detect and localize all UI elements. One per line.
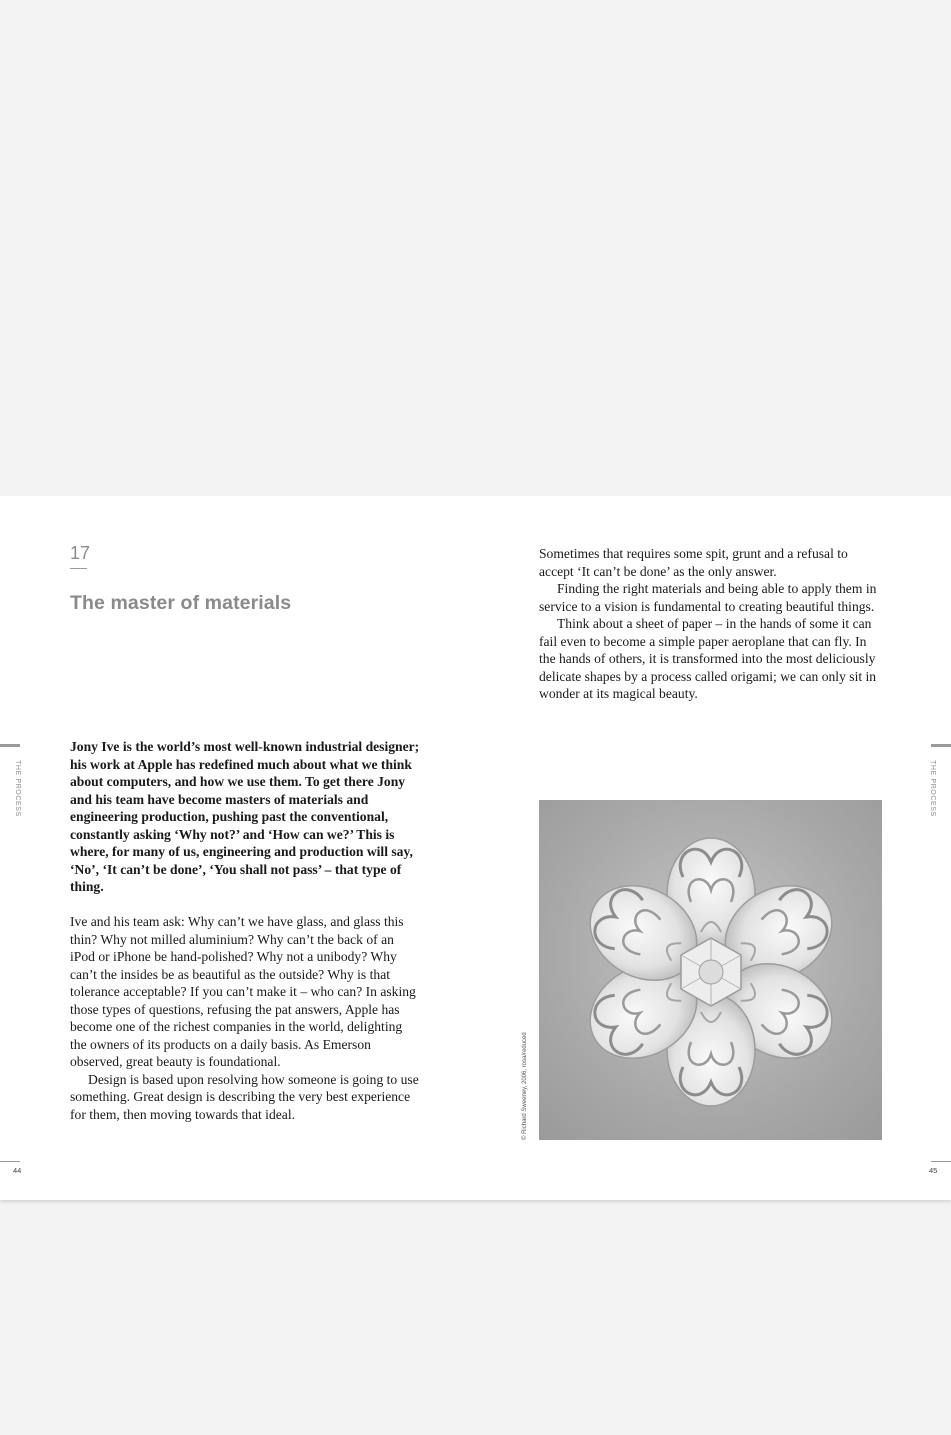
intro-text: Jony Ive is the world’s most well-known industrial designer; his work at Apple has redefined much about what we think about computers, and how we use them. To get there Jony and his team have become masters of materials and engineering production, pushing past the conventional, constantly asking ‘Why not?’ and ‘How can we?’ This is where, for many of us, engineering and production will say, ‘No’, ‘It can’t be done’, ‘You shall not pass’ – that type of thing.	[70, 739, 420, 894]
page-number: 44	[13, 1166, 22, 1175]
left-page	[0, 496, 475, 1200]
photo-credit: © Richard Sweeney, 2006, rosa/reduced	[522, 1032, 528, 1140]
page-number: 45	[929, 1166, 938, 1175]
origami-photo	[539, 800, 882, 1140]
book-spread	[0, 496, 951, 1200]
folio-rule	[0, 1161, 20, 1162]
body-paragraph: Finding the right materials and being able to apply them in service to a vision is fundamental to creating beautiful things.	[539, 581, 877, 614]
right-page	[475, 496, 951, 1200]
side-tab-marker	[0, 744, 20, 747]
chapter-rule	[70, 568, 87, 569]
side-tab-marker	[931, 744, 951, 747]
folio-rule	[931, 1161, 951, 1162]
chapter-number: 17	[70, 543, 91, 563]
body-paragraph: Think about a sheet of paper – in the hands of some it can fail even to become a simple paper aeroplane that can fly. In the hands of others, it is transformed into the most deliciously delicate shapes by a process called origami; we can only sit in wonder at its magical beauty.	[539, 616, 877, 701]
origami-illustration	[539, 800, 882, 1140]
body-text-right	[539, 545, 879, 703]
section-side-label: THE PROCESS	[929, 760, 936, 817]
body-paragraph: Ive and his team ask: Why can’t we have glass, and glass this thin? Why not milled aluminium? Why can’t the back of an iPod or iPhone be hand-polished? Why not a unibody? Why can’t the insides be as beautiful as the outside? Why is that tolerance acceptable? If you can’t make it – who can? In asking those types of questions, refusing the pat answers, Apple has become one of the richest companies in the world, delighting the owners of its products on a daily basis. As Emerson observed, great beauty is foundational.	[70, 914, 416, 1069]
body-text-left	[70, 913, 420, 1123]
section-side-label: THE PROCESS	[14, 760, 21, 817]
body-paragraph: Design is based upon resolving how someone is going to use something. Great design is describing the very best experience for them, then moving towards that ideal.	[70, 1071, 419, 1122]
body-paragraph: Sometimes that requires some spit, grunt and a refusal to accept ‘It can’t be done’ as the only answer.	[539, 546, 848, 579]
intro-paragraph	[70, 738, 420, 896]
chapter-title: The master of materials	[70, 592, 292, 614]
